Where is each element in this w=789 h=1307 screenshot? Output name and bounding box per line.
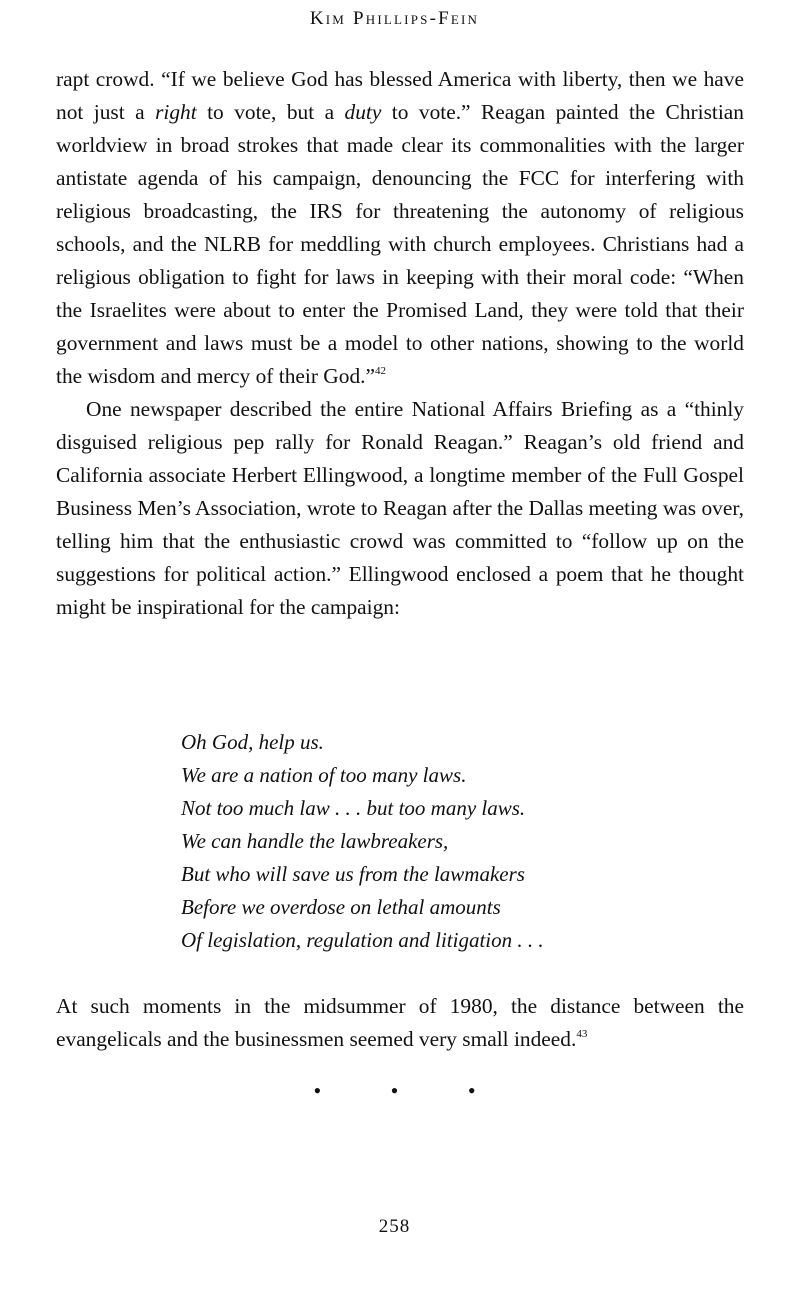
emphasis-duty: duty xyxy=(344,100,382,124)
body-text xyxy=(56,63,744,624)
running-head: Kim Phillips-Fein xyxy=(309,8,480,29)
paragraph-3-text: At such moments in the midsummer of 1980, the distance between the evangelicals and the businessmen seemed very small indeed. xyxy=(56,994,744,1051)
poem-line: But who will save us from the lawmakers xyxy=(181,862,525,886)
poem-line: Before we overdose on lethal amounts xyxy=(181,895,501,919)
paragraph-1-text-a: rapt crowd. “If we believe God has blessed America with liberty, then we have not just a xyxy=(56,67,744,124)
poem-block xyxy=(181,726,701,957)
poem-line: We are a nation of too many laws. xyxy=(181,763,467,787)
poem-line: Not too much law . . . but too many laws. xyxy=(181,796,526,820)
paragraph-3 xyxy=(56,990,744,1056)
page-number: 258 xyxy=(378,1216,411,1237)
poem-line: We can handle the lawbreakers, xyxy=(181,829,449,853)
paragraph-1-text-b: to vote, but a xyxy=(196,100,345,124)
paragraph-2: One newspaper described the entire National Affairs Briefing as a “thinly disguised religious pep rally for Ronald Reagan.” Reagan’s old friend and California associate Herbert Ellingwood, a longtime member of the Full Gospel Business Men’s Association, wrote to Reagan after the Dallas meeting was over, telling him that the enthusiastic crowd was committed to “follow up on the suggestions for political action.” Ellingwood enclosed a poem that he thought might be inspirational for the campaign: xyxy=(56,397,744,619)
poem-line: Of legislation, regulation and litigation . . . xyxy=(181,928,544,952)
endnote-ref-42: 42 xyxy=(375,365,386,377)
paragraph-1 xyxy=(56,63,744,393)
emphasis-right: right xyxy=(155,100,197,124)
closing-paragraph xyxy=(56,990,744,1056)
section-break-dots: • • • xyxy=(313,1078,508,1103)
endnote-ref-43: 43 xyxy=(576,1028,588,1040)
paragraph-1-text-c: to vote.” Reagan painted the Christian worldview in broad strokes that made clear its commonalities with the larger antistate agenda of his campaign, denouncing the FCC for interfering with religious broadcasting, the IRS for threatening the autonomy of religious schools, and the NLRB for meddling with church employees. Christians had a religious obligation to fight for laws in keeping with their moral code: “When the Israelites were about to enter the Promised Land, they were told that their government and laws must be a model to other nations, showing to the world the wisdom and mercy of their God.” xyxy=(56,100,744,388)
poem-line: Oh God, help us. xyxy=(181,730,324,754)
